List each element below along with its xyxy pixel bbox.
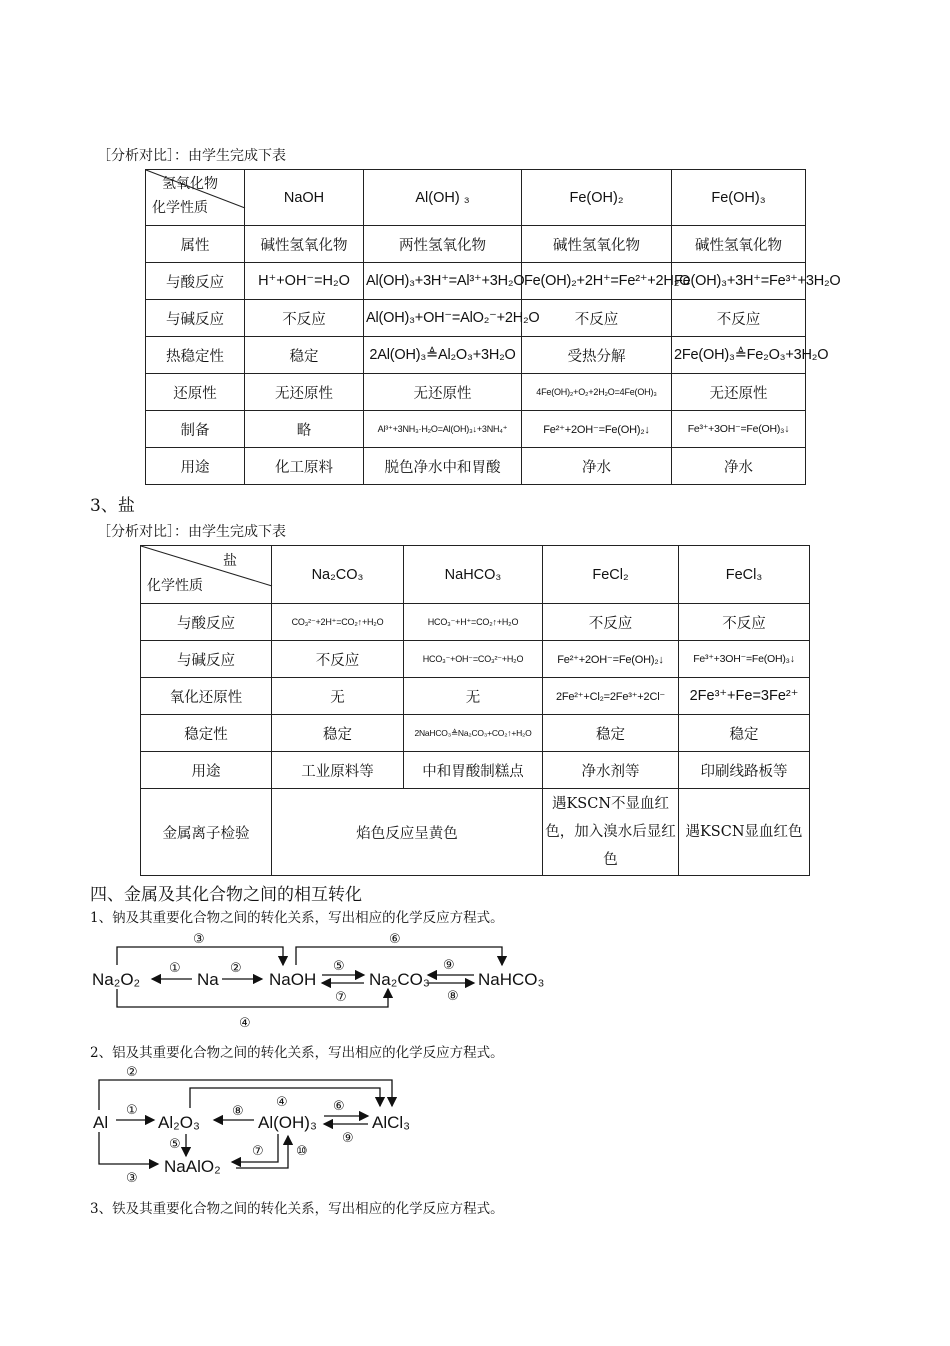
reaction-number: ⑦ [335,990,347,1005]
table-cell: 稳定 [543,715,679,752]
row-label: 与碱反应 [146,300,245,337]
salt-table-caption: ［分析对比］：由学生完成下表 [97,524,286,540]
table-cell: 2Fe(OH)₃≜Fe₂O₃+3H₂O [672,337,806,374]
reaction-number: ⑧ [232,1104,244,1119]
conversion-heading: 四、金属及其化合物之间的相互转化 [90,885,362,905]
table-cell: 略 [245,411,364,448]
table-row [146,337,806,374]
salt-table [140,545,810,876]
species-label: Na₂CO₃ [369,970,430,989]
corner-bottom-label: 化学性质 [152,200,208,216]
table-cell: 碱性氢氧化物 [245,226,364,263]
table-row [146,300,806,337]
table-cell: HCO₃⁻+H⁺=CO₂↑+H₂O [404,604,543,641]
table-row [141,604,810,641]
reaction-number: ⑤ [169,1137,181,1152]
table-cell: 净水 [522,448,672,485]
reaction-number: ① [126,1103,138,1118]
table-cell: 不反应 [543,604,679,641]
reaction-number: ③ [126,1171,138,1186]
reaction-number: ⑦ [252,1144,264,1159]
table-corner-header [146,170,245,226]
table-corner-header [141,546,272,604]
table-cell: Fe(OH)₃+3H⁺=Fe³⁺+3H₂O [672,263,806,300]
column-header: FeCl₂ [543,546,679,604]
table-cell: 不反应 [522,300,672,337]
corner-bottom-label: 化学性质 [147,578,203,594]
table-cell: 中和胃酸制糕点 [404,752,543,789]
column-header: Al(OH) ₃ [364,170,522,226]
row-label: 还原性 [146,374,245,411]
table-cell: Fe³⁺+3OH⁻=Fe(OH)₃↓ [679,641,810,678]
reaction-number: ④ [276,1095,288,1110]
table-cell: Al³⁺+3NH₃·H₂O=Al(OH)₃↓+3NH₄⁺ [364,411,522,448]
corner-top-label: 盐 [223,553,237,569]
table-row [141,715,810,752]
table-cell: 4Fe(OH)₂+O₂+2H₂O=4Fe(OH)₃ [522,374,672,411]
row-label: 属性 [146,226,245,263]
table-cell: Al(OH)₃+OH⁻=AlO₂⁻+2H₂O [364,300,522,337]
table-cell: 工业原料等 [272,752,404,789]
sodium-conversion-diagram [0,925,950,1035]
hydroxide-table [145,169,841,485]
table-row [146,411,806,448]
species-label: AlCl₃ [372,1113,411,1132]
corner-top-label: 氢氧化物 [162,176,218,192]
table-cell: 无还原性 [245,374,364,411]
table-row [146,263,806,300]
reaction-number: ⑧ [447,989,459,1004]
table-row [141,752,810,789]
column-header: NaHCO₃ [404,546,543,604]
table-cell: 不反应 [272,641,404,678]
species-label: Na₂O₂ [92,970,141,989]
sodium-question: 1、钠及其重要化合物之间的转化关系，写出相应的化学反应方程式。 [90,910,504,926]
reaction-number: ④ [239,1016,251,1031]
table-cell: 无还原性 [672,374,806,411]
reaction-arrow [99,1080,392,1110]
aluminum-question: 2、铝及其重要化合物之间的转化关系，写出相应的化学反应方程式。 [90,1045,504,1061]
table-cell: 碱性氢氧化物 [522,226,672,263]
table-cell: 无还原性 [364,374,522,411]
row-label: 稳定性 [141,715,272,752]
reaction-number: ① [169,961,181,976]
reaction-number: ⑨ [342,1131,354,1146]
table-cell: 2Fe³⁺+Fe=3Fe²⁺ [679,678,810,715]
base-table-caption: ［分析对比］：由学生完成下表 [97,148,286,164]
table-row [146,448,806,485]
species-label: NaHCO₃ [478,970,545,989]
row-label: 与酸反应 [141,604,272,641]
table-cell: 稳定 [272,715,404,752]
species-label: NaOH [269,970,317,989]
table-cell: 印刷线路板等 [679,752,810,789]
reaction-number: ⑥ [333,1099,345,1114]
species-label: Al(OH)₃ [258,1113,317,1132]
reaction-arrow [296,947,502,965]
species-label: NaAlO₂ [164,1157,221,1176]
table-cell: 稳定 [679,715,810,752]
row-label: 氧化还原性 [141,678,272,715]
table-cell: 焰色反应呈黄色 [272,789,543,876]
reaction-number: ③ [193,932,205,947]
table-row [146,374,806,411]
table-cell: 不反应 [245,300,364,337]
column-header: Fe(OH)₂ [522,170,672,226]
reaction-number: ⑩ [296,1144,308,1159]
table-cell: Fe²⁺+2OH⁻=Fe(OH)₂↓ [522,411,672,448]
column-header: Na₂CO₃ [272,546,404,604]
species-label: Al₂O₃ [158,1113,200,1132]
table-cell: Al(OH)₃+3H⁺=Al³⁺+3H₂O [364,263,522,300]
table-cell: Fe²⁺+2OH⁻=Fe(OH)₂↓ [543,641,679,678]
table-cell: 不反应 [679,604,810,641]
reaction-number: ② [126,1065,138,1080]
reaction-number: ⑨ [443,958,455,973]
table-cell: HCO₃⁻+OH⁻=CO₃²⁻+H₂O [404,641,543,678]
table-cell: 2NaHCO₃≜Na₂CO₃+CO₂↑+H₂O [404,715,543,752]
table-cell: 净水剂等 [543,752,679,789]
table-cell: 受热分解 [522,337,672,374]
column-header: NaOH [245,170,364,226]
reaction-arrow [117,989,388,1007]
column-header: FeCl₃ [679,546,810,604]
table-row [141,678,810,715]
table-row [146,226,806,263]
table-cell: 遇KSCN显血红色 [679,789,810,876]
reaction-number: ⑥ [389,932,401,947]
species-label: Al [93,1113,109,1132]
reaction-number: ⑤ [333,959,345,974]
iron-question: 3、铁及其重要化合物之间的转化关系，写出相应的化学反应方程式。 [90,1201,504,1217]
row-label: 用途 [141,752,272,789]
row-label: 与碱反应 [141,641,272,678]
table-cell: 2Al(OH)₃≜Al₂O₃+3H₂O [364,337,522,374]
table-cell: 无 [272,678,404,715]
salt-heading: 3、盐 [90,496,135,516]
table-cell: 碱性氢氧化物 [672,226,806,263]
table-cell: H⁺+OH⁻=H₂O [245,263,364,300]
row-label: 热稳定性 [146,337,245,374]
table-cell: Fe³⁺+3OH⁻=Fe(OH)₃↓ [672,411,806,448]
row-label: 金属离子检验 [141,789,272,876]
table-cell: 遇KSCN不显血红色，加入溴水后显红色 [543,789,679,876]
aluminum-conversion-diagram [0,1058,950,1188]
table-cell: Fe(OH)₂+2H⁺=Fe²⁺+2H₂O [522,263,672,300]
row-label: 用途 [146,448,245,485]
table-row [141,641,810,678]
table-cell: 两性氢氧化物 [364,226,522,263]
species-label: Na [197,970,219,989]
table-cell: 净水 [672,448,806,485]
table-cell: 稳定 [245,337,364,374]
reaction-number: ② [230,961,242,976]
table-cell: 2Fe²⁺+Cl₂=2Fe³⁺+2Cl⁻ [543,678,679,715]
row-label: 制备 [146,411,245,448]
reaction-arrow [117,947,283,965]
row-label: 与酸反应 [146,263,245,300]
table-cell: 化工原料 [245,448,364,485]
table-cell: CO₃²⁻+2H⁺=CO₂↑+H₂O [272,604,404,641]
table-cell: 脱色净水中和胃酸 [364,448,522,485]
column-header: Fe(OH)₃ [672,170,806,226]
table-row [141,789,810,876]
reaction-arrow [99,1132,158,1164]
table-cell: 无 [404,678,543,715]
table-cell: 不反应 [672,300,806,337]
